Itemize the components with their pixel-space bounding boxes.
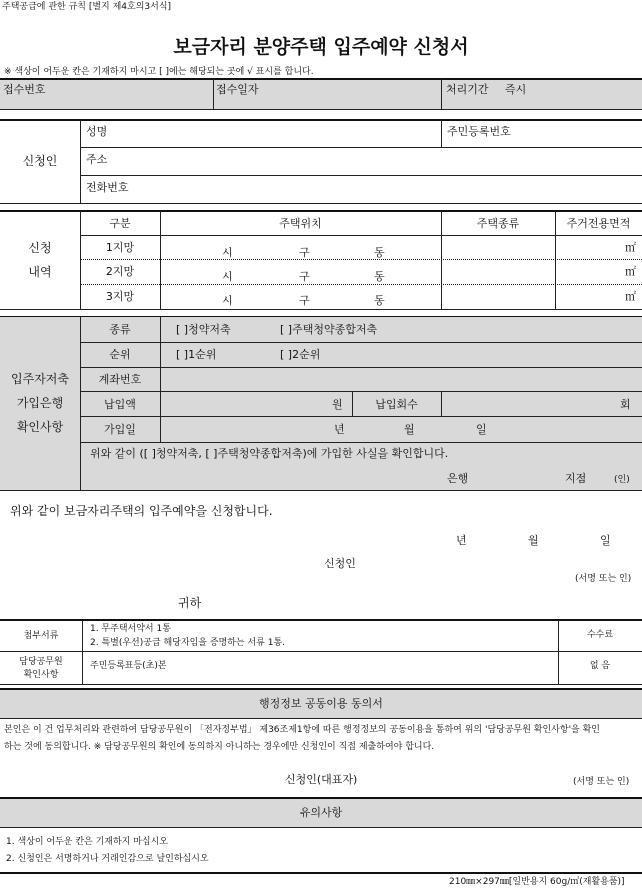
phone-label: 전화번호	[86, 181, 129, 194]
form-reference: 주택공급에 관한 규칙 [별지 제4호의3서식]	[2, 2, 172, 12]
payment-amount-label: 납입액	[104, 398, 136, 411]
consent-signer-label: 신청인(대표자)	[285, 773, 358, 786]
bank-label-line3: 확인사항	[16, 420, 64, 434]
si-label: 시	[222, 294, 233, 307]
addressee-label: 귀하	[178, 596, 202, 610]
consent-text-line-1: 본인은 이 건 업무처리와 관련하여 담당공무원이 「전자정부법」 제36조제1항에 따른 행정정보의 공동이용을 통하여 위의 '담당공무원 확인사항'을 확인	[4, 725, 600, 735]
si-label: 시	[222, 246, 233, 259]
join-month-label: 월	[404, 423, 415, 436]
declaration-signature: (서명 또는 인)	[575, 574, 632, 584]
bank-confirm-statement: 위와 같이 ([ ]청약저축, [ ]주택청약종합저축)에 가입한 사실을 확인합니다.	[90, 447, 449, 460]
bank-seal: (인)	[614, 475, 630, 485]
rank-option-2[interactable]: [ ]2순위	[280, 348, 321, 361]
fee-label: 수수료	[586, 630, 614, 640]
processing-period-value: 즉시	[505, 83, 527, 96]
declaration-day-label: 일	[600, 534, 611, 547]
area-unit: ㎡	[625, 265, 636, 278]
receipt-number-label: 접수번호	[3, 83, 46, 96]
address-label: 주소	[86, 153, 108, 166]
name-label: 성명	[86, 125, 108, 138]
attachment-item-1: 1. 무주택서약서 1통	[90, 624, 171, 634]
officer-check-item: 주민등록표등(초)본	[90, 661, 167, 671]
gu-label: 구	[299, 270, 310, 283]
instruction-note: ※ 색상이 어두운 칸은 기재하지 마시고 [ ]에는 해당되는 곳에 √ 표시를 합니다.	[4, 67, 314, 77]
applicant-signature-field[interactable]	[380, 553, 570, 573]
payment-count-label: 납입회수	[375, 398, 418, 411]
join-year-label: 년	[334, 423, 345, 436]
resident-number-label: 주민등록번호	[447, 125, 511, 138]
dong-label: 동	[374, 246, 385, 259]
bank-label-line2: 가입은행	[16, 396, 64, 410]
attachment-item-2: 2. 특별(우선)공급 해당자임을 증명하는 서류 1통.	[90, 638, 285, 648]
application-label-line2: 내역	[28, 265, 52, 279]
header-location: 주택위치	[279, 217, 322, 230]
header-category: 구분	[109, 217, 131, 230]
won-unit: 원	[332, 398, 343, 411]
processing-period-label: 처리기간	[446, 83, 489, 96]
dong-label: 동	[374, 294, 385, 307]
consent-title: 행정정보 공동이용 동의서	[259, 697, 383, 710]
join-date-label: 가입일	[104, 423, 136, 436]
consent-signature: (서명 또는 인)	[573, 777, 630, 787]
page-title: 보금자리 분양주택 입주예약 신청서	[173, 36, 469, 58]
bank-label-line1: 입주자저축	[11, 372, 69, 386]
header-area: 주거전용면적	[566, 217, 631, 230]
rank-label: 순위	[109, 348, 131, 361]
branch-label: 지점	[565, 472, 587, 485]
consent-text-line-2: 하는 것에 동의합니다. ※ 담당공무원의 확인에 동의하지 아니하는 경우에만 신청인이 직접 제출하여야 합니다.	[4, 742, 435, 752]
officer-check-label-line2: 확인사항	[23, 670, 59, 680]
choice-label: 1지망	[105, 241, 135, 254]
count-unit: 회	[620, 398, 631, 411]
consent-signature-field[interactable]	[370, 770, 565, 790]
resident-number-field[interactable]	[530, 121, 640, 145]
account-number-label: 계좌번호	[98, 373, 142, 386]
declaration-applicant-label: 신청인	[324, 557, 356, 570]
declaration-month-label: 월	[528, 534, 539, 547]
area-unit: ㎡	[625, 290, 636, 303]
choice-label: 2지망	[105, 265, 135, 278]
choice-label: 3지망	[105, 290, 135, 303]
savings-type-label: 종류	[109, 323, 131, 336]
bank-name-label: 은행	[447, 472, 469, 485]
si-label: 시	[222, 270, 233, 283]
notes-item-2: 2. 신청인은 서명하거나 거래인감으로 날인하십시오	[6, 854, 209, 864]
receipt-date-label: 접수일자	[216, 83, 259, 96]
notes-item-1: 1. 색상이 어두운 칸은 기재하지 마십시오	[6, 837, 168, 847]
notes-title: 유의사항	[299, 806, 343, 819]
phone-field[interactable]	[140, 177, 638, 201]
declaration-statement: 위와 같이 보금자리주택의 입주예약을 신청합니다.	[10, 504, 273, 518]
savings-type-option-2[interactable]: [ ]주택청약종합저축	[280, 323, 378, 336]
office-use-row	[0, 79, 642, 109]
address-field[interactable]	[120, 149, 638, 173]
paper-spec-footer: 210㎜×297㎜[일반용지 60g/㎡(재활용품)]	[449, 877, 625, 887]
gu-label: 구	[299, 294, 310, 307]
join-day-label: 일	[476, 423, 487, 436]
dong-label: 동	[374, 270, 385, 283]
officer-check-label-line1: 담당공무원	[19, 657, 63, 667]
declaration-year-label: 년	[456, 534, 467, 547]
applicant-section-label: 신청인	[22, 154, 58, 168]
name-field[interactable]	[160, 121, 438, 145]
area-unit: ㎡	[625, 241, 636, 254]
gu-label: 구	[299, 246, 310, 259]
fee-value: 없 음	[589, 661, 611, 671]
attachments-label: 첨부서류	[23, 631, 59, 641]
header-house-type: 주택종류	[476, 217, 520, 230]
savings-type-option-1[interactable]: [ ]청약저축	[176, 323, 231, 336]
rank-option-1[interactable]: [ ]1순위	[176, 348, 217, 361]
application-label-line1: 신청	[28, 241, 52, 255]
